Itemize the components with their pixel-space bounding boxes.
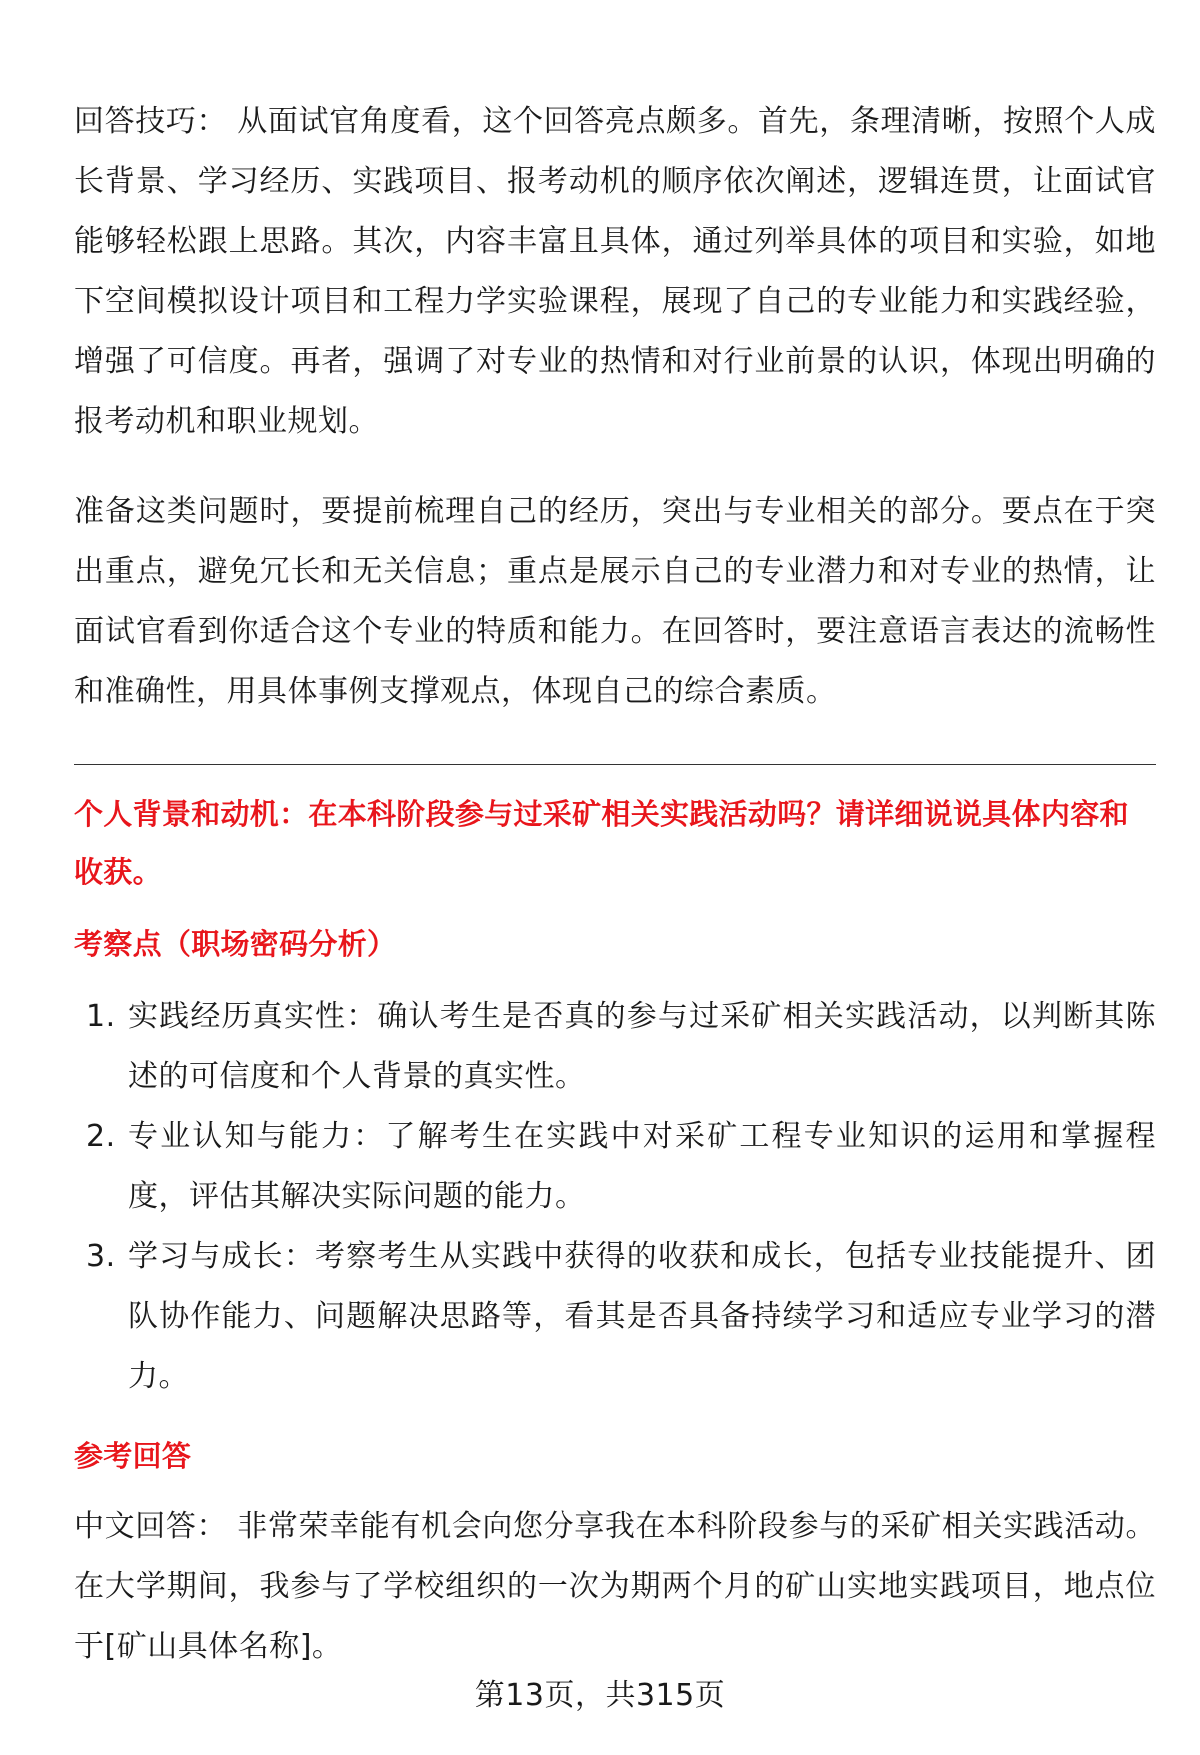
list-number: 3.	[86, 1239, 116, 1274]
assessment-point-text: 专业认知与能力：了解考生在实践中对采矿工程专业知识的运用和掌握程度，评估其解决实际问题的能力。	[128, 1119, 1156, 1214]
page-footer: 第13页，共315页	[474, 1678, 726, 1713]
list-number: 1.	[86, 999, 116, 1034]
list-number: 2.	[86, 1119, 116, 1154]
assessment-point	[74, 987, 1156, 1107]
assessment-point-text: 学习与成长：考察考生从实践中获得的收获和成长，包括专业技能提升、团队协作能力、问题解决思路等，看其是否具备持续学习和适应专业学习的潜力。	[128, 1239, 1156, 1394]
preparation-paragraph: 准备这类问题时，要提前梳理自己的经历，突出与专业相关的部分。要点在于突出重点，避免冗长和无关信息；重点是展示自己的专业潜力和对专业的热情，让面试官看到你适合这个专业的特质和能力。在回答时，要注意语言表达的流畅性和准确性，用具体事例支撑观点，体现自己的综合素质。	[74, 494, 1156, 709]
assessment-heading: 考察点（职场密码分析）	[74, 927, 397, 961]
assessment-point-text: 实践经历真实性：确认考生是否真的参与过采矿相关实践活动，以判断其陈述的可信度和个人背景的真实性。	[128, 999, 1156, 1094]
chinese-answer-paragraph: 中文回答： 非常荣幸能有机会向您分享我在本科阶段参与的采矿相关实践活动。在大学期间，我参与了学校组织的一次为期两个月的矿山实地实践项目，地点位于[矿山具体名称]。	[74, 1509, 1156, 1664]
assessment-point	[74, 1227, 1156, 1407]
assessment-points-list	[74, 987, 1156, 1407]
question-title: 个人背景和动机：在本科阶段参与过采矿相关实践活动吗？请详细说说具体内容和收获。	[74, 797, 1129, 889]
reference-heading: 参考回答	[74, 1439, 192, 1473]
assessment-point	[74, 1107, 1156, 1227]
document-page	[74, 92, 1156, 1677]
section-divider	[74, 764, 1156, 765]
answer-tip-paragraph: 回答技巧： 从面试官角度看，这个回答亮点颇多。首先，条理清晰，按照个人成长背景、学习经历、实践项目、报考动机的顺序依次阐述，逻辑连贯，让面试官能够轻松跟上思路。其次，内容丰富且具体，通过列举具体的项目和实验，如地下空间模拟设计项目和工程力学实验课程，展现了自己的专业能力和实践经验，增强了可信度。再者，强调了对专业的热情和对行业前景的认识，体现出明确的报考动机和职业规划。	[74, 104, 1156, 439]
paragraph-gap	[74, 452, 1156, 482]
